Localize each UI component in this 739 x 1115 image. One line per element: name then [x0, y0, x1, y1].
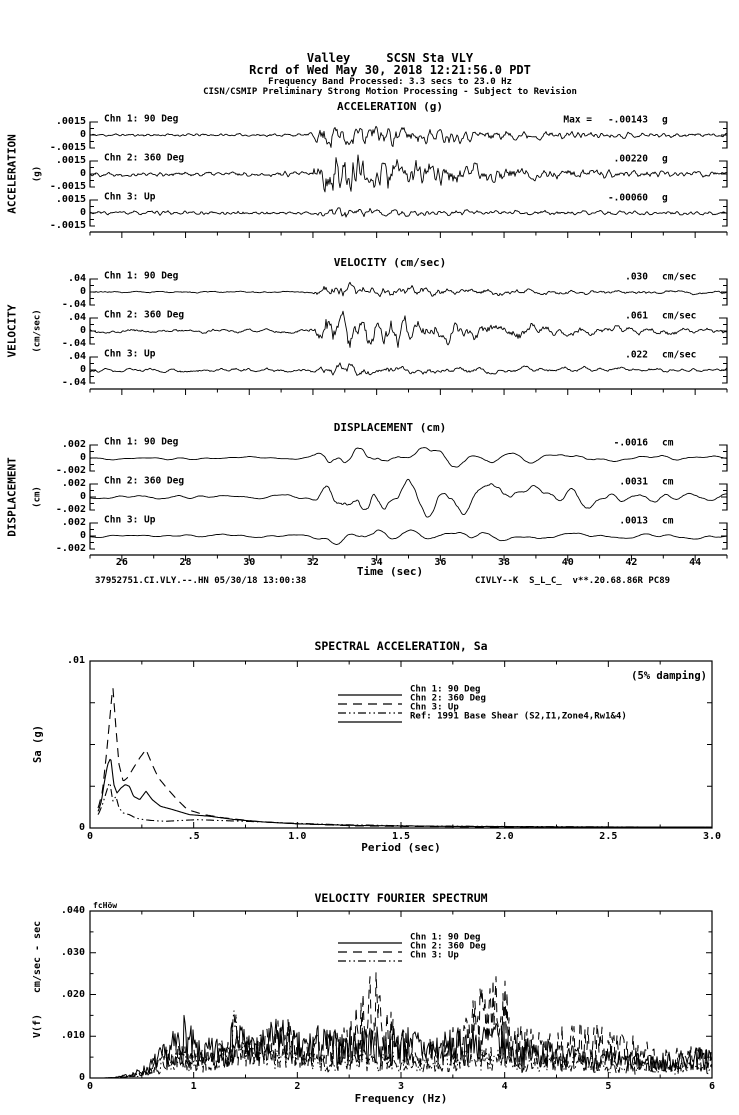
max-value: .0031: [619, 476, 648, 488]
channel-label: Chn 3: Up: [104, 191, 156, 203]
scale-label-top: .04: [67, 351, 86, 362]
scale-label-zero: 0: [79, 129, 86, 140]
max-unit: g: [662, 114, 668, 126]
acceleration-side-unit: (g): [32, 165, 43, 183]
scale-label-top: .0015: [55, 155, 86, 166]
scale-label-bottom: -.04: [61, 377, 86, 388]
sa-legend-label-ref: Ref: 1991 Base Shear (S2,I1,Zone4,Rw1&4): [410, 711, 627, 722]
sa-x-tick-label: 1.5: [391, 831, 411, 842]
max-value: .061: [625, 310, 648, 322]
scale-label-top: .0015: [55, 194, 86, 205]
sa-plot-title: SPECTRAL ACCELERATION, Sa: [314, 639, 488, 653]
scale-label-bottom: -.002: [55, 543, 86, 554]
sa-x-tick-label: .5: [187, 831, 200, 842]
scale-label-bottom: -.04: [61, 299, 86, 310]
max-prefix: Max =: [563, 114, 592, 126]
sa-curve-1: [98, 759, 712, 827]
fourier-x-tick-label: 0: [86, 1081, 94, 1092]
channel-label: Chn 1: 90 Deg: [104, 270, 179, 282]
record-timestamp: Rcrd of Wed May 30, 2018 12:21:56.0 PDT: [249, 63, 531, 77]
time-tick-label: 40: [561, 557, 574, 568]
sa-x-tick-label: 2.5: [599, 831, 618, 842]
scale-label-zero: 0: [79, 452, 86, 463]
scale-label-zero: 0: [79, 286, 86, 297]
time-tick-label: 38: [498, 557, 511, 568]
fourier-x-tick-label: 2: [294, 1081, 301, 1092]
fourier-y-tick-label: .010: [60, 1030, 85, 1042]
time-tick-label: 44: [689, 557, 702, 568]
scale-label-bottom: -.002: [55, 465, 86, 476]
fourier-x-tick-label: 1: [190, 1081, 197, 1092]
displacement-side-label: DISPLACEMENT: [5, 457, 19, 537]
scale-label-top: .002: [61, 517, 86, 528]
fourier-x-tick-label: 6: [708, 1081, 716, 1092]
channel-label: Chn 2: 360 Deg: [104, 309, 185, 321]
waveform-velocity-time-history-trace-1: [90, 282, 727, 296]
station-title: Valley SCSN Sta VLY: [306, 51, 474, 65]
fourier-legend-swatch-chn3: [337, 952, 403, 968]
fourier-x-axis-label: Frequency (Hz): [354, 1092, 448, 1105]
max-unit: g: [662, 192, 668, 204]
fourier-y-tick-label: 0: [78, 1072, 85, 1083]
time-tick-label: 30: [243, 557, 256, 568]
disclaimer-note: CISN/CSMIP Preliminary Strong Motion Processing - Subject to Revision: [203, 87, 577, 97]
waveform-acceleration-time-history-trace-3: [90, 208, 727, 217]
sa-x-axis-label: Period (sec): [361, 841, 441, 854]
sa-x-tick-label: 3.0: [702, 831, 722, 842]
sa-curve-2: [98, 689, 712, 828]
fourier-y-axis-label: V(f): [32, 1013, 43, 1039]
max-value: .00220: [613, 153, 648, 165]
scale-label-zero: 0: [79, 325, 86, 336]
scale-label-bottom: -.0015: [49, 220, 86, 231]
time-tick-label: 34: [370, 557, 383, 568]
fourier-y-tick-label: .020: [60, 988, 85, 1000]
fourier-legend-label-chn3: Chn 3: Up: [410, 950, 459, 961]
max-value: .022: [625, 349, 648, 361]
scale-label-zero: 0: [79, 491, 86, 502]
acceleration-side-label: ACCELERATION: [5, 134, 19, 214]
max-unit: cm: [662, 437, 674, 449]
waveform-displacement-time-history-trace-3: [90, 530, 727, 545]
sa-x-tick-label: 2.0: [495, 831, 514, 842]
channel-label: Chn 1: 90 Deg: [104, 113, 179, 125]
max-unit: cm/sec: [662, 310, 697, 322]
max-unit: cm: [662, 515, 674, 527]
sa-legend-swatch-ref: [337, 713, 403, 729]
waveform-acceleration-time-history-trace-1: [90, 126, 727, 147]
scale-label-top: .04: [67, 273, 86, 284]
max-value: .0013: [619, 515, 648, 527]
time-axis-label: Time (sec): [356, 565, 424, 578]
sa-x-tick-label: 1.0: [288, 831, 307, 842]
waveform-displacement-time-history-trace-1: [90, 448, 727, 468]
fourier-x-tick-label: 3: [397, 1081, 405, 1092]
scale-label-bottom: -.002: [55, 504, 86, 515]
sa-legend-label-chn1: Chn 1: 90 Deg: [410, 684, 481, 695]
acceleration-panel-title: ACCELERATION (g): [337, 100, 443, 113]
fourier-x-tick-label: 5: [605, 1081, 612, 1092]
fourier-legend-label-chn2: Chn 2: 360 Deg: [410, 941, 486, 952]
scale-label-bottom: -.04: [61, 338, 86, 349]
max-unit: cm: [662, 476, 674, 488]
fourier-legend-label-chn1: Chn 1: 90 Deg: [410, 932, 481, 943]
max-value: .030: [625, 271, 648, 283]
sa-curve-3: [98, 783, 712, 827]
velocity-side-label: VELOCITY: [5, 304, 19, 358]
scale-label-zero: 0: [79, 530, 86, 541]
max-value: -.00060: [607, 192, 648, 204]
displacement-side-unit: (cm): [32, 486, 43, 508]
scale-label-bottom: -.0015: [49, 142, 86, 153]
sa-y-tick-label: 0: [78, 822, 85, 833]
channel-label: Chn 2: 360 Deg: [104, 152, 185, 164]
scale-label-zero: 0: [79, 168, 86, 179]
channel-label: Chn 2: 360 Deg: [104, 475, 185, 487]
scale-label-top: .0015: [55, 116, 86, 127]
processing-code-footer: CIVLY--K S_L_C_ v**.20.68.86R PC89: [475, 576, 671, 586]
scale-label-top: .002: [61, 439, 86, 450]
max-value: -.0016: [613, 437, 648, 449]
velocity-side-unit: (cm/sec): [32, 309, 43, 353]
scale-label-top: .002: [61, 478, 86, 489]
max-unit: cm/sec: [662, 271, 697, 283]
scale-label-top: .04: [67, 312, 86, 323]
scale-label-zero: 0: [79, 364, 86, 375]
channel-label: Chn 1: 90 Deg: [104, 436, 179, 448]
fourier-plot-title: VELOCITY FOURIER SPECTRUM: [314, 891, 488, 905]
sa-legend-label-chn3: Chn 3: Up: [410, 702, 459, 713]
max-unit: g: [662, 153, 668, 165]
fourier-y-tick-label: .030: [60, 946, 85, 958]
sa-legend-label-chn2: Chn 2: 360 Deg: [410, 693, 486, 704]
fourier-x-tick-label: 4: [501, 1081, 508, 1092]
velocity-panel-title: VELOCITY (cm/sec): [333, 256, 447, 269]
time-tick-label: 26: [115, 557, 128, 568]
fourier-y-axis-units: cm/sec - sec: [32, 920, 43, 994]
sa-y-tick-label: .01: [66, 655, 85, 666]
fourier-corner-frequency-mark: fcHöw: [93, 901, 118, 910]
displacement-panel-title: DISPLACEMENT (cm): [333, 421, 447, 434]
sa-y-axis-label: Sa (g): [31, 725, 44, 763]
time-tick-label: 36: [434, 557, 447, 568]
sa-x-tick-label: 0: [86, 831, 94, 842]
scale-label-bottom: -.0015: [49, 181, 86, 192]
channel-label: Chn 3: Up: [104, 348, 156, 360]
sa-damping-annotation: (5% damping): [631, 669, 707, 682]
max-value: -.00143: [607, 114, 648, 126]
channel-label: Chn 3: Up: [104, 514, 156, 526]
record-id-footer: 37952751.CI.VLY.--.HN 05/30/18 13:00:38: [95, 576, 307, 586]
time-tick-label: 32: [306, 557, 319, 568]
max-unit: cm/sec: [662, 349, 697, 361]
fourier-y-tick-label: .040: [60, 905, 85, 916]
time-tick-label: 28: [179, 557, 192, 568]
fourier-curve-1: [90, 1015, 712, 1078]
frequency-band-note: Frequency Band Processed: 3.3 secs to 23.0 Hz: [268, 77, 512, 87]
time-tick-label: 42: [625, 557, 638, 568]
waveform-velocity-time-history-trace-3: [90, 363, 727, 376]
scale-label-zero: 0: [79, 207, 86, 218]
